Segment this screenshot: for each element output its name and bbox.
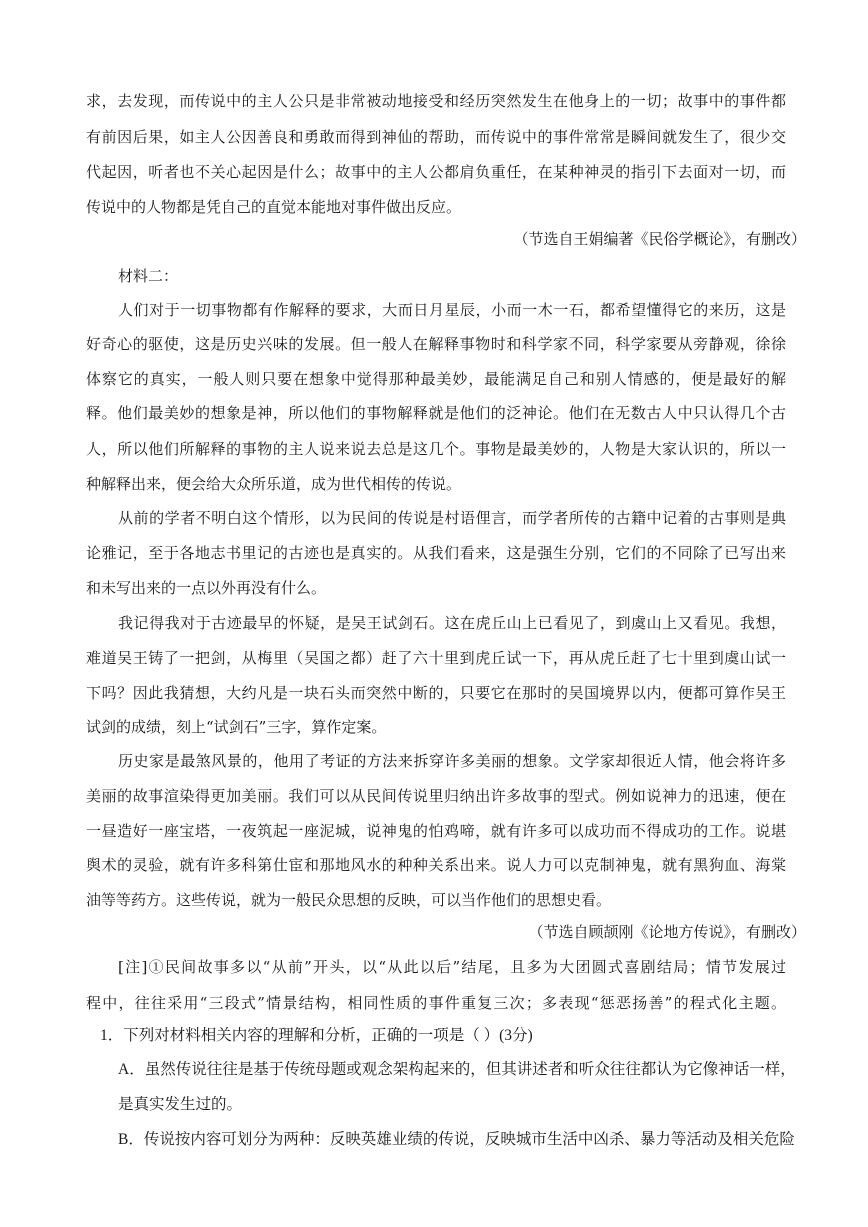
paragraph-line: 论雅记，至于各地志书里记的古迹也是真实的。从我们看来，这是强生分别，它们的不同除了已写出来 — [86, 544, 786, 562]
paragraph-line: 人们对于一切事物都有作解释的要求，大而日月星辰，小而一木一石，都希望懂得它的来历，这是 — [118, 301, 786, 319]
note-line: [注]①民间故事多以“从前”开头，以“从此以后”结尾，且多为大团圆式喜剧结局；情节发展过 — [118, 958, 786, 976]
option-a-line: 是真实发生过的。 — [118, 1096, 243, 1113]
paragraph-line: 难道吴王铸了一把剑，从梅里（吴国之都）赶了六十里到虎丘试一下，再从虎丘赶了七十里到虞山试一 — [86, 649, 786, 667]
paragraph-line: 有前因后果，如主人公因善良和勇敢而得到神仙的帮助，而传说中的事件常常是瞬间就发生了，很少交 — [86, 128, 786, 146]
paragraph-line: 从前的学者不明白这个情形，以为民间的传说是村语俚言，而学者所传的古籍中记着的古事则是典 — [118, 509, 786, 527]
paragraph-line: 传说中的人物都是凭自己的直觉本能地对事件做出反应。 — [86, 198, 462, 216]
paragraph-line: 下吗？因此我猜想，大约凡是一块石头而突然中断的，只要它在那时的吴国境界以内，便都可算作吴王 — [86, 684, 786, 702]
paragraph-line: 历史家是最煞风景的，他用了考证的方法来拆穿许多美丽的想象。文学家却很近人情，他会将许多 — [118, 752, 786, 770]
paragraph-line: 人，所以他们所解释的事物的主人说来说去总是这几个。事物是最美妙的，人物是大家认识的，所以一 — [86, 440, 786, 458]
note-line: 程中，往往采用“三段式”情景结构，相同性质的事件重复三次；多表现“惩恶扬善”的程式化主题。 — [86, 994, 786, 1012]
section-heading: 材料二： — [118, 267, 179, 285]
paragraph-line: 种解释出来，便会给大众所乐道，成为世代相传的传说。 — [86, 475, 462, 493]
paragraph-line: 求，去发现，而传说中的主人公只是非常被动地接受和经历突然发生在他身上的一切；故事中的事件都 — [86, 92, 786, 110]
paragraph-line: 和未写出来的一点以外再没有什么。 — [86, 579, 327, 597]
paragraph-line: 试剑的成绩，刻上“试剑石”三字，算作定案。 — [86, 718, 387, 736]
paragraph-line: 美丽的故事渲染得更加美丽。我们可以从民间传说里归纳出许多故事的型式。例如说神力的迅速，便在 — [86, 787, 786, 805]
source-citation: （节选自顾颉刚《论地方传说》，有删改） — [528, 923, 806, 941]
paragraph-line: 代起因，听者也不关心起因是什么；故事中的主人公都肩负重任，在某种神灵的指引下去面对一切，而 — [86, 163, 786, 181]
paragraph-line: 一昼造好一座宝塔，一夜筑起一座泥城，说神鬼的怕鸡啼，就有许多可以成功而不得成功的工作。说堪 — [86, 822, 786, 840]
paragraph-line: 释。他们最美妙的想象是神，所以他们的事物解释就是他们的泛神论。他们在无数古人中只认得几个古 — [86, 404, 786, 422]
paragraph-line: 油等等药方。这些传说，就为一般民众思想的反映，可以当作他们的思想史看。 — [86, 891, 612, 909]
option-b-line: B．传说按内容可划分为两种：反映英雄业绩的传说，反映城市生活中凶杀、暴力等活动及相关危险 — [118, 1131, 795, 1148]
option-a-line: A．虽然传说往往是基于传统母题或观念架构起来的，但其讲述者和听众往往都认为它像神话一样， — [118, 1061, 796, 1078]
paragraph-line: 我记得我对于古迹最早的怀疑，是吴王试剑石。这在虎丘山上已看见了，到虞山上又看见。我想， — [118, 614, 786, 632]
paragraph-line: 体察它的真实，一般人则只要在想象中觉得那种最美妙，最能满足自己和别人情感的，便是最好的解 — [86, 370, 786, 388]
paragraph-line: 好奇心的驱使，这是历史兴味的发展。但一般人在解释事物时和科学家不同，科学家要从旁静观，徐徐 — [86, 335, 786, 353]
question-stem: 1．下列对材料相关内容的理解和分析，正确的一项是（ ）(3分) — [100, 1027, 533, 1044]
paragraph-line: 舆术的灵验，就有许多科第仕宦和那地风水的种种关系出来。说人力可以克制神鬼，就有黑狗血、海棠 — [86, 856, 786, 874]
source-citation: （节选自王娟编著《民俗学概论》，有删改） — [513, 230, 806, 248]
